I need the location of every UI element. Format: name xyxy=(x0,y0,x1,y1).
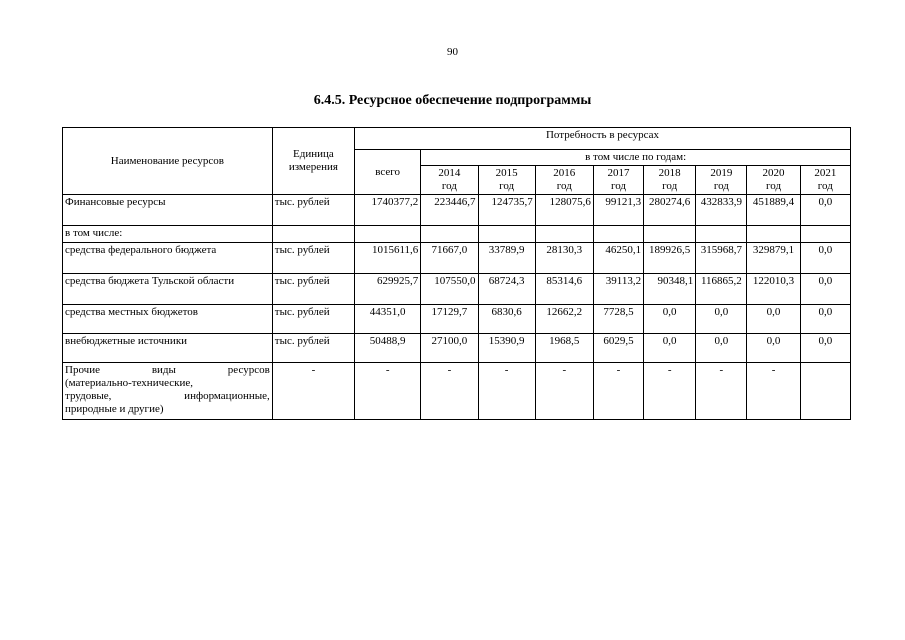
section-title: 6.4.5. Ресурсное обеспечение подпрограммы xyxy=(313,93,592,108)
row-total: 44351,0 xyxy=(355,305,421,334)
row-total: - xyxy=(355,363,421,420)
row-value: 107550,0 xyxy=(421,274,478,305)
row-value: - xyxy=(644,363,696,420)
row-name: внебюджетные источники xyxy=(63,334,273,363)
page-number: 90 xyxy=(447,46,458,58)
row-value: - xyxy=(535,363,593,420)
empty-cell xyxy=(355,226,421,243)
row-value: 0,0 xyxy=(800,274,850,305)
row-value: 12662,2 xyxy=(535,305,593,334)
row-value: 7728,5 xyxy=(593,305,643,334)
table-row-other xyxy=(63,363,851,420)
row-value: 85314,6 xyxy=(535,274,593,305)
row-name: в том числе: xyxy=(63,226,273,243)
row-value: 0,0 xyxy=(747,305,800,334)
empty-cell xyxy=(421,226,478,243)
row-unit: тыс. рублей xyxy=(272,243,354,274)
row-value: 0,0 xyxy=(800,334,850,363)
row-value: 17129,7 xyxy=(421,305,478,334)
row-value: 223446,7 xyxy=(421,195,478,226)
header-by-years: в том числе по годам: xyxy=(421,150,851,166)
row-value: 0,0 xyxy=(800,243,850,274)
table-row-federal xyxy=(63,243,851,274)
row-value: 124735,7 xyxy=(478,195,535,226)
row-total: 1015611,6 xyxy=(355,243,421,274)
row-value: - xyxy=(747,363,800,420)
row-value: 280274,6 xyxy=(644,195,696,226)
row-value: - xyxy=(593,363,643,420)
empty-cell xyxy=(478,226,535,243)
row-name: средства местных бюджетов xyxy=(63,305,273,334)
header-unit: Единица измерения xyxy=(272,128,354,195)
row-value: 0,0 xyxy=(644,334,696,363)
row-value: 68724,3 xyxy=(478,274,535,305)
table-row-regional xyxy=(63,274,851,305)
row-value: 116865,2 xyxy=(696,274,747,305)
header-year-2016: 2016 год xyxy=(535,166,593,195)
row-value: 0,0 xyxy=(696,305,747,334)
resource-table xyxy=(62,127,851,420)
row-name-line: трудовые, информационные, xyxy=(65,390,270,402)
row-value: 0,0 xyxy=(696,334,747,363)
header-year-2014: 2014 год xyxy=(421,166,478,195)
row-total: 50488,9 xyxy=(355,334,421,363)
row-value: 6029,5 xyxy=(593,334,643,363)
row-value: 1968,5 xyxy=(535,334,593,363)
row-value: 46250,1 xyxy=(593,243,643,274)
header-total: всего xyxy=(355,150,421,195)
row-unit: тыс. рублей xyxy=(272,274,354,305)
row-unit: тыс. рублей xyxy=(272,305,354,334)
row-value: - xyxy=(478,363,535,420)
header-need: Потребность в ресурсах xyxy=(355,128,851,150)
row-value: 0,0 xyxy=(747,334,800,363)
header-year-2018: 2018 год xyxy=(644,166,696,195)
row-value: 451889,4 xyxy=(747,195,800,226)
row-name-other xyxy=(63,363,273,420)
row-name-line: природные и другие) xyxy=(65,403,164,415)
header-year-2021: 2021 год xyxy=(800,166,850,195)
row-value: 315968,7 xyxy=(696,243,747,274)
header-name: Наименование ресурсов xyxy=(63,128,273,195)
row-value: 6830,6 xyxy=(478,305,535,334)
row-value: 122010,3 xyxy=(747,274,800,305)
empty-cell xyxy=(272,226,354,243)
row-name-line: (материально-технические, xyxy=(65,377,194,389)
empty-cell xyxy=(593,226,643,243)
row-value: 71667,0 xyxy=(421,243,478,274)
header-year-2015: 2015 год xyxy=(478,166,535,195)
row-value: 432833,9 xyxy=(696,195,747,226)
row-value: 15390,9 xyxy=(478,334,535,363)
row-value: 0,0 xyxy=(644,305,696,334)
row-unit: тыс. рублей xyxy=(272,195,354,226)
table-row-local xyxy=(63,305,851,334)
row-value: 28130,3 xyxy=(535,243,593,274)
row-value: - xyxy=(696,363,747,420)
row-value: 90348,1 xyxy=(644,274,696,305)
empty-cell xyxy=(800,226,850,243)
row-name: средства бюджета Тульской области xyxy=(63,274,273,305)
row-unit: тыс. рублей xyxy=(272,334,354,363)
empty-cell xyxy=(644,226,696,243)
row-value xyxy=(800,363,850,420)
row-total: 629925,7 xyxy=(355,274,421,305)
row-value: - xyxy=(421,363,478,420)
row-value: 33789,9 xyxy=(478,243,535,274)
row-name: средства федерального бюджета xyxy=(63,243,273,274)
empty-cell xyxy=(696,226,747,243)
row-unit: - xyxy=(272,363,354,420)
table-row-including xyxy=(63,226,851,243)
row-value: 27100,0 xyxy=(421,334,478,363)
empty-cell xyxy=(747,226,800,243)
table-row-financial xyxy=(63,195,851,226)
row-value: 39113,2 xyxy=(593,274,643,305)
row-value: 0,0 xyxy=(800,305,850,334)
row-name: Финансовые ресурсы xyxy=(63,195,273,226)
row-total: 1740377,2 xyxy=(355,195,421,226)
row-name-line: Прочие виды ресурсов xyxy=(65,364,270,376)
table-row-extrabudget xyxy=(63,334,851,363)
empty-cell xyxy=(535,226,593,243)
row-value: 128075,6 xyxy=(535,195,593,226)
row-value: 0,0 xyxy=(800,195,850,226)
header-year-2019: 2019 год xyxy=(696,166,747,195)
row-value: 329879,1 xyxy=(747,243,800,274)
header-year-2017: 2017 год xyxy=(593,166,643,195)
row-value: 189926,5 xyxy=(644,243,696,274)
row-value: 99121,3 xyxy=(593,195,643,226)
header-year-2020: 2020 год xyxy=(747,166,800,195)
